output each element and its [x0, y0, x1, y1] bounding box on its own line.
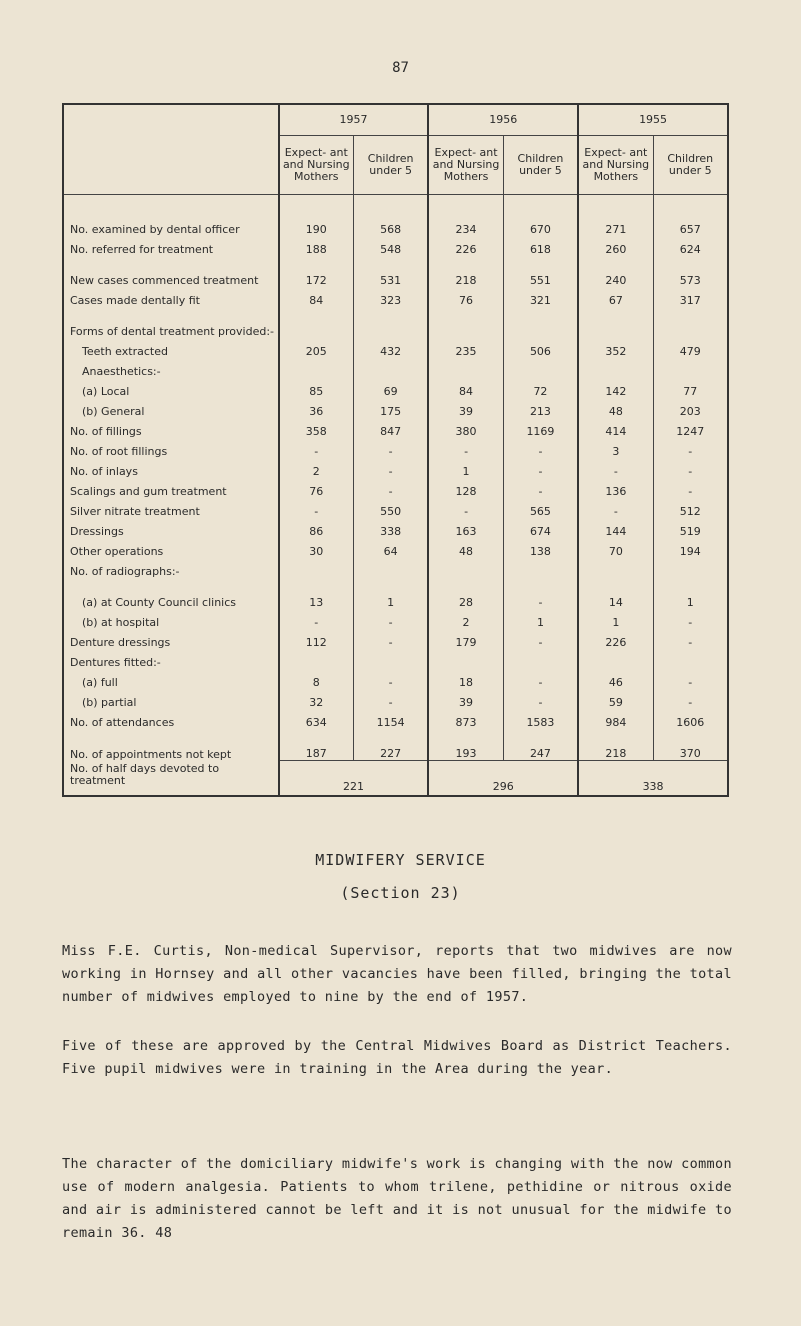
page-number: 87	[392, 60, 409, 76]
row-label	[63, 558, 279, 578]
row-label	[63, 398, 279, 418]
table-cell: 76	[428, 287, 503, 307]
table-cell: 1	[428, 458, 503, 478]
table-row	[63, 609, 728, 629]
row-label	[63, 518, 279, 538]
table-cell: 551	[503, 256, 578, 287]
table-row	[63, 689, 728, 709]
table-cell: 1	[353, 578, 428, 609]
year-header-1956: 1956	[428, 104, 578, 136]
table-cell: 873	[428, 709, 503, 729]
table-cell: 2	[279, 458, 354, 478]
row-label	[63, 338, 279, 358]
table-cell: 624	[679, 243, 701, 256]
table-cell: 479	[679, 345, 701, 358]
table-cell: 565	[503, 498, 578, 518]
table-cell: 984	[578, 709, 653, 729]
table-cell: 1247	[676, 425, 705, 438]
row-label	[63, 649, 279, 669]
row-label-text: Teeth extracted	[82, 345, 168, 358]
table-cell	[578, 558, 653, 578]
table-row	[63, 458, 728, 478]
table-row	[63, 256, 728, 287]
row-label	[63, 478, 279, 498]
table-cell: 84	[279, 287, 354, 307]
row-label	[63, 236, 279, 256]
table-cell: 76	[279, 478, 354, 498]
table-row	[63, 558, 728, 578]
table-cell	[653, 649, 728, 669]
table-cell: 144	[578, 518, 653, 538]
row-label	[63, 287, 279, 307]
table-cell: -	[353, 689, 428, 709]
half-days-1957: 221	[279, 761, 429, 797]
table-cell: 1	[503, 609, 578, 629]
table-cell: 1583	[503, 709, 578, 729]
table-cell: 193	[428, 729, 503, 761]
table-cell: 657	[679, 223, 701, 236]
table-cell: 70	[578, 538, 653, 558]
table-cell: 28	[428, 578, 503, 609]
table-cell: 48	[428, 538, 503, 558]
table-cell: 213	[503, 398, 578, 418]
row-label	[63, 307, 279, 338]
row-label-text: No. of fillings	[70, 425, 142, 438]
row-label	[63, 498, 279, 518]
table-row	[63, 478, 728, 498]
row-label-text: (b) partial	[82, 696, 137, 709]
table-cell: -	[503, 438, 578, 458]
table-row	[63, 307, 728, 338]
table-cell: 163	[428, 518, 503, 538]
table-cell	[653, 558, 728, 578]
table-cell: 235	[428, 338, 503, 358]
table-cell: 506	[503, 338, 578, 358]
table-cell	[578, 307, 653, 338]
table-cell: -	[428, 498, 503, 518]
row-label-text: Other operations	[70, 545, 164, 558]
row-label-text: (b) General	[82, 405, 145, 418]
table-cell: 3	[578, 438, 653, 458]
table-cell: 1	[578, 609, 653, 629]
table-cell: 260	[578, 236, 653, 256]
table-cell: -	[279, 609, 354, 629]
table-cell: 187	[279, 729, 354, 761]
row-label	[63, 629, 279, 649]
table-cell: 2	[428, 609, 503, 629]
table-row	[63, 669, 728, 689]
table-cell: 67	[578, 287, 653, 307]
table-cell: 18	[428, 669, 503, 689]
table-cell: -	[353, 458, 428, 478]
table-cell: 203	[679, 405, 701, 418]
table-cell: 226	[428, 236, 503, 256]
dental-treatment-table	[62, 103, 729, 797]
table-row	[63, 649, 728, 669]
table-cell	[428, 307, 503, 338]
table-cell: 64	[353, 538, 428, 558]
table-cell	[653, 358, 728, 378]
col-header-children: Children under 5	[653, 136, 728, 195]
row-label-text: Scalings and gum treatment	[70, 485, 227, 498]
paragraph-1: Miss F.E. Curtis, Non-medical Supervisor, reports that two midwives are now working in Hornsey and all other vacancies have been filled, bringing the total number of midwives employed to nine by the end of 1957.	[62, 943, 732, 1005]
table-cell: 512	[679, 505, 701, 518]
table-cell: 568	[353, 195, 428, 237]
table-cell: 36	[279, 398, 354, 418]
table-cell: 1169	[503, 418, 578, 438]
table-cell	[503, 358, 578, 378]
table-cell: 194	[679, 545, 701, 558]
col-header-children: Children under 5	[503, 136, 578, 195]
section-title: MIDWIFERY SERVICE	[315, 851, 486, 869]
row-label	[63, 609, 279, 629]
table-row	[63, 195, 728, 237]
table-cell: -	[688, 485, 693, 498]
year-header-1955: 1955	[578, 104, 728, 136]
table-cell: 13	[279, 578, 354, 609]
table-cell	[503, 558, 578, 578]
table-row	[63, 398, 728, 418]
row-label	[63, 729, 279, 761]
row-label-text: No. examined by dental officer	[70, 223, 240, 236]
table-row	[63, 498, 728, 518]
table-cell: 670	[503, 195, 578, 237]
table-cell	[279, 307, 354, 338]
table-cell: -	[578, 498, 653, 518]
table-cell: 112	[279, 629, 354, 649]
col-header-mothers: Expect- ant and Nursing Mothers	[428, 136, 503, 195]
table-cell: 172	[279, 256, 354, 287]
table-cell: 218	[578, 729, 653, 761]
table-cell: -	[428, 438, 503, 458]
table-cell: 69	[353, 378, 428, 398]
table-cell: 190	[279, 195, 354, 237]
table-cell: 32	[279, 689, 354, 709]
table-cell: -	[503, 458, 578, 478]
table-row	[63, 761, 728, 797]
row-label: No. of half days devoted to treatment	[63, 761, 279, 797]
table-cell: -	[353, 609, 428, 629]
table-row	[63, 236, 728, 256]
table-cell: 1	[686, 596, 694, 609]
table-cell: 317	[679, 294, 701, 307]
table-cell: 179	[428, 629, 503, 649]
table-cell: 86	[279, 518, 354, 538]
row-label-text: No. of root fillings	[70, 445, 168, 458]
row-label-text: Dentures fitted:-	[70, 656, 161, 669]
table-cell: 142	[578, 378, 653, 398]
table-cell: 30	[279, 538, 354, 558]
row-label	[63, 256, 279, 287]
table-cell: -	[503, 578, 578, 609]
row-label-text: Forms of dental treatment provided:-	[70, 325, 275, 338]
table-cell: 380	[428, 418, 503, 438]
table-cell: 519	[679, 525, 701, 538]
table-cell: 323	[353, 287, 428, 307]
row-label-text: No. of radiographs:-	[70, 565, 180, 578]
row-label-text: (a) at County Council clinics	[82, 596, 237, 609]
table-row	[63, 538, 728, 558]
table-cell: 634	[279, 709, 354, 729]
row-label-text: New cases commenced treatment	[70, 274, 259, 287]
table-cell	[578, 649, 653, 669]
row-label	[63, 709, 279, 729]
table-cell	[353, 358, 428, 378]
row-label-text: No. of attendances	[70, 716, 175, 729]
row-label	[63, 418, 279, 438]
table-cell: 188	[279, 236, 354, 256]
table-cell: 358	[279, 418, 354, 438]
table-cell: 59	[578, 689, 653, 709]
table-cell: 573	[679, 274, 701, 287]
table-cell: 85	[279, 378, 354, 398]
table-cell: 77	[683, 385, 698, 398]
table-cell: -	[688, 445, 693, 458]
col-header-mothers: Expect- ant and Nursing Mothers	[578, 136, 653, 195]
table-row	[63, 418, 728, 438]
row-label-text: Silver nitrate treatment	[70, 505, 200, 518]
col-header-mothers: Expect- ant and Nursing Mothers	[279, 136, 354, 195]
table-cell	[428, 649, 503, 669]
table-cell: 234	[428, 195, 503, 237]
half-days-1956: 296	[428, 761, 578, 797]
table-cell: -	[503, 689, 578, 709]
table-cell: 240	[578, 256, 653, 287]
table-cell: 1154	[353, 709, 428, 729]
row-label	[63, 378, 279, 398]
table-row	[63, 729, 728, 761]
table-row	[63, 629, 728, 649]
table-cell	[353, 307, 428, 338]
table-cell: 48	[578, 398, 653, 418]
row-label-text: No. referred for treatment	[70, 243, 214, 256]
row-label-text: (a) full	[82, 676, 118, 689]
table-row	[63, 287, 728, 307]
row-label	[63, 689, 279, 709]
row-label	[63, 438, 279, 458]
table-cell: -	[688, 465, 693, 478]
table-cell	[353, 558, 428, 578]
table-cell	[503, 649, 578, 669]
table-cell: 847	[353, 418, 428, 438]
table-cell: -	[279, 498, 354, 518]
table-cell	[578, 358, 653, 378]
table-row	[63, 709, 728, 729]
row-label-text: Cases made dentally fit	[70, 294, 200, 307]
table-cell	[428, 358, 503, 378]
table-cell: 321	[503, 287, 578, 307]
table-cell: 8	[279, 669, 354, 689]
table-cell	[503, 307, 578, 338]
table-cell: -	[688, 616, 693, 629]
table-cell: 338	[353, 518, 428, 538]
table-row	[63, 358, 728, 378]
table-cell: 72	[503, 378, 578, 398]
table-cell: 548	[353, 236, 428, 256]
table-cell: 618	[503, 236, 578, 256]
row-label-text: (b) at hospital	[82, 616, 160, 629]
row-label	[63, 458, 279, 478]
table-cell: -	[279, 438, 354, 458]
table-cell: -	[353, 478, 428, 498]
table-cell: 370	[679, 747, 701, 760]
row-label-text: Dressings	[70, 525, 124, 538]
paragraph-3: The character of the domiciliary midwife's work is changing with the now common use of modern analgesia. Patients to whom trilene, pethidine or nitrous oxide and air is administered cannot be left and it is not unusual for the midwife to remain 36. 48	[62, 1156, 732, 1241]
table-row	[63, 438, 728, 458]
table-cell	[653, 307, 728, 338]
table-cell: 84	[428, 378, 503, 398]
table-cell: 1606	[676, 716, 705, 729]
table-cell: -	[688, 676, 693, 689]
table-cell: 271	[578, 195, 653, 237]
table-cell: -	[503, 478, 578, 498]
row-label	[63, 195, 279, 237]
row-label-text: Anaesthetics:-	[82, 365, 161, 378]
table-corner	[63, 104, 279, 195]
table-cell: 432	[353, 338, 428, 358]
table-cell: -	[353, 629, 428, 649]
table-cell: 14	[578, 578, 653, 609]
table-cell	[279, 358, 354, 378]
table-cell: 46	[578, 669, 653, 689]
table-cell: -	[688, 696, 693, 709]
row-label-text: (a) Local	[82, 385, 130, 398]
table-cell: 352	[578, 338, 653, 358]
table-row	[63, 378, 728, 398]
table-cell: 247	[503, 729, 578, 761]
year-header-1957: 1957	[279, 104, 429, 136]
half-days-1955: 338	[578, 761, 728, 797]
col-header-children: Children under 5	[353, 136, 428, 195]
table-row	[63, 578, 728, 609]
table-cell: -	[688, 636, 693, 649]
table-cell: 138	[503, 538, 578, 558]
table-row	[63, 518, 728, 538]
table-cell: -	[353, 669, 428, 689]
table-cell: 39	[428, 689, 503, 709]
table-cell: 39	[428, 398, 503, 418]
table-cell: 136	[578, 478, 653, 498]
table-cell: 218	[428, 256, 503, 287]
row-label	[63, 358, 279, 378]
table-cell: -	[503, 629, 578, 649]
table-cell: 128	[428, 478, 503, 498]
row-label	[63, 578, 279, 609]
row-label	[63, 669, 279, 689]
table-cell	[279, 649, 354, 669]
paragraph-2: Five of these are approved by the Central Midwives Board as District Teachers. Five pupil midwives were in training in the Area during the year.	[62, 1038, 732, 1077]
table-cell: -	[578, 458, 653, 478]
row-label	[63, 538, 279, 558]
table-cell: -	[503, 669, 578, 689]
table-cell	[353, 649, 428, 669]
table-cell: 175	[353, 398, 428, 418]
table-cell	[428, 558, 503, 578]
table-cell: -	[353, 438, 428, 458]
table-cell: 226	[578, 629, 653, 649]
row-label-text: No. of inlays	[70, 465, 138, 478]
table-row	[63, 338, 728, 358]
table-cell: 674	[503, 518, 578, 538]
table-cell: 227	[353, 729, 428, 761]
table-cell: 414	[578, 418, 653, 438]
row-label-text: No. of appointments not kept	[70, 747, 232, 761]
table-cell: 550	[353, 498, 428, 518]
table-cell: 205	[279, 338, 354, 358]
table-cell: 531	[353, 256, 428, 287]
row-label-text: Denture dressings	[70, 636, 171, 649]
section-subtitle: (Section 23)	[340, 884, 461, 902]
table-cell	[279, 558, 354, 578]
